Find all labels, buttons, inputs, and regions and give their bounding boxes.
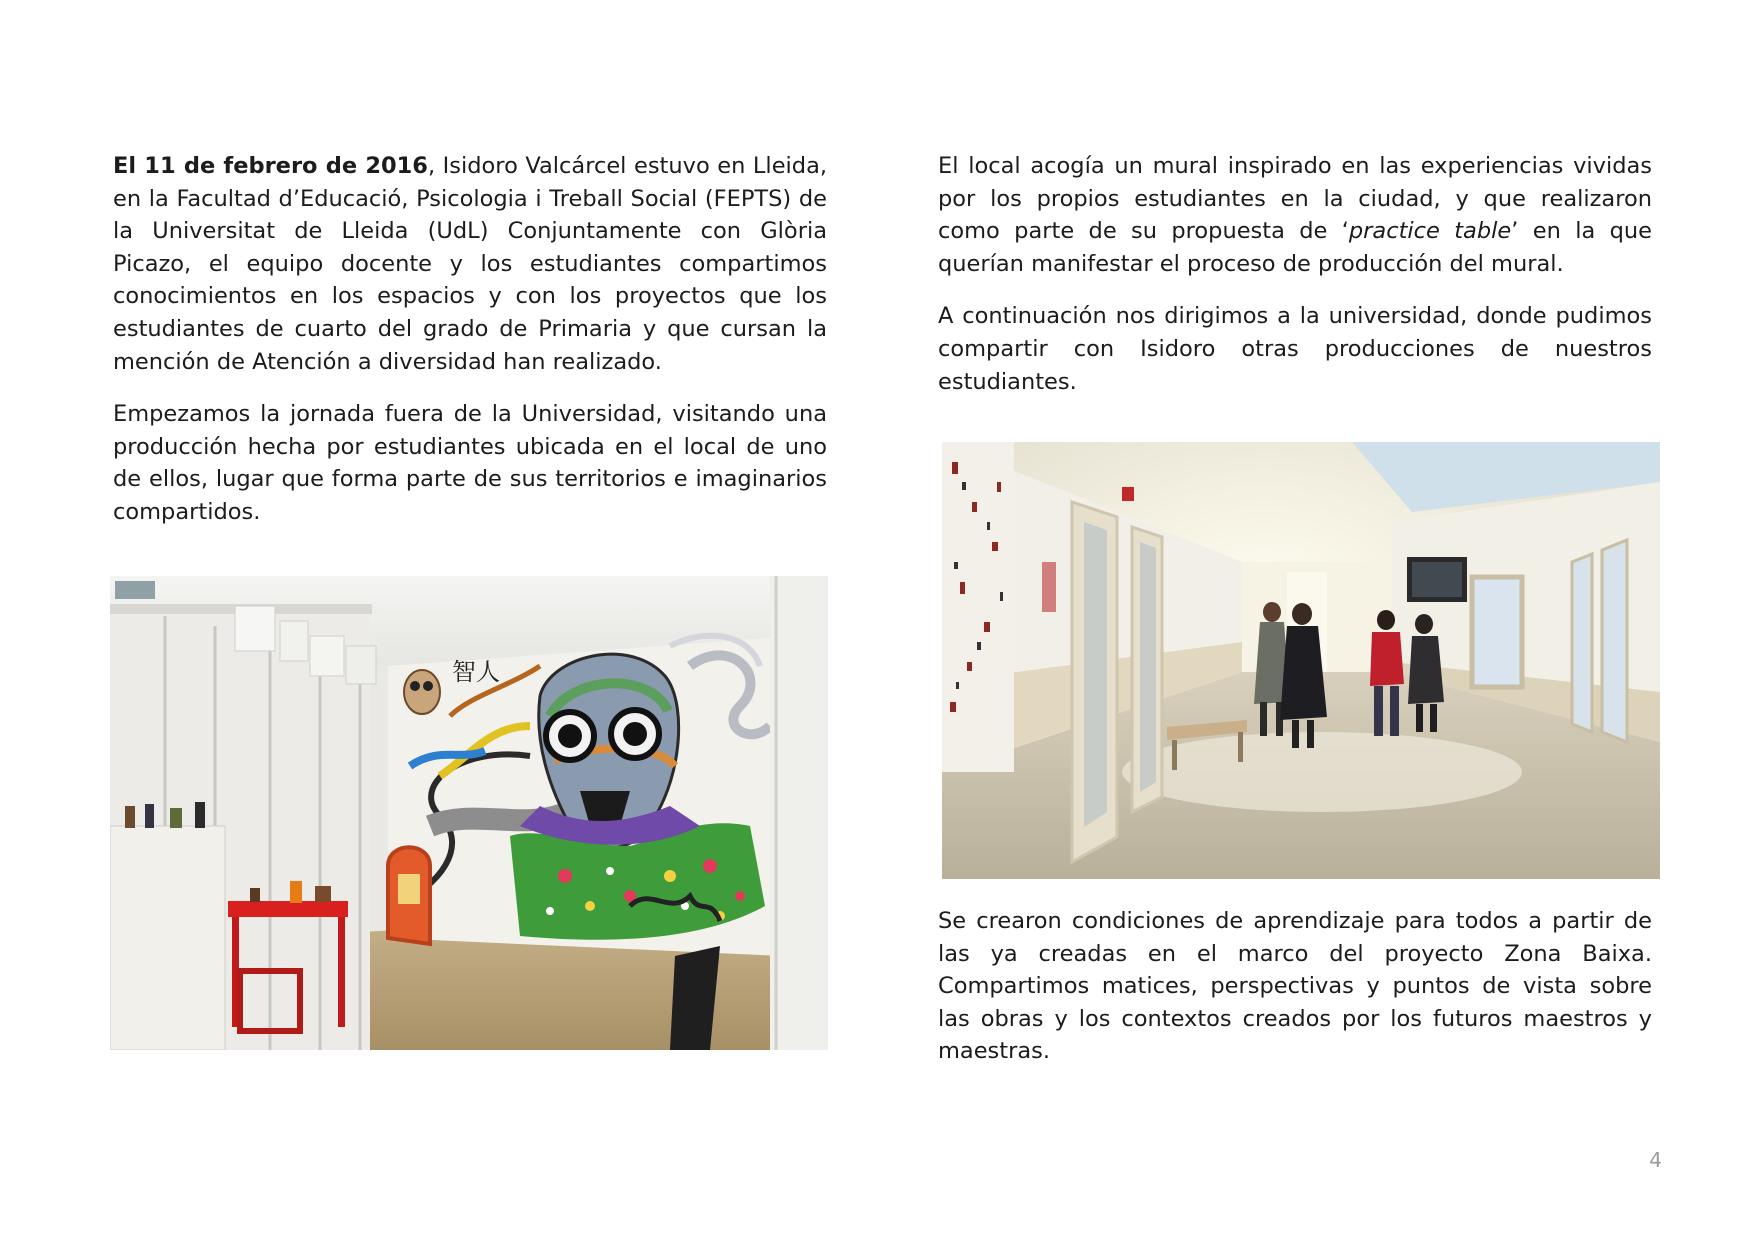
paragraph-intro [113,150,827,378]
paragraph-jornada: Empezamos la jornada fuera de la Universidad, visitando una producción hecha por estudiantes ubicada en el local de uno de ellos, lugar que forma parte de sus territorios e imaginarios compartidos. [113,401,827,525]
mural-text-end: ’ en la que querían manifestar el proceso de producción del mural. [938,218,1652,277]
mural-chinese-characters: 智人 [452,658,500,686]
paragraph-condiciones: Se crearon condiciones de aprendizaje para todos a partir de las ya creadas en el marco del proyecto Zona Baixa. Compartimos matices, perspectivas y puntos de vista sobre las obras y los contextos creados por los futuros maestros y maestras. [938,908,1652,1065]
hallway-photo [942,442,1660,879]
practice-table-term: practice table [1348,218,1512,245]
intro-text: , Isidoro Valcárcel estuvo en Lleida, en la Facultad d’Educació, Psicologia i Treball Social (FEPTS) de la Universitat de Lleida (UdL) Conjuntamente con Glòria Picazo, el equipo docente y los estudiantes compartimos conocimientos en los espacios y con los proyectos que los estudiantes de cuarto del grado de Primaria y que cursan la mención de Atención a diversidad han realizado. [113,153,828,375]
mural-illustration [110,576,828,1050]
mural-photo [110,576,828,1050]
right-column-lower [938,905,1652,1088]
hallway-illustration [942,442,1660,879]
right-column [938,150,1652,418]
page-number: 4 [1649,1148,1662,1172]
paragraph-mural [938,150,1652,280]
paragraph-universidad: A continuación nos dirigimos a la universidad, donde pudimos compartir con Isidoro otras producciones de nuestros estudiantes. [938,303,1652,395]
mural-text-start: El local acogía un mural inspirado en las experiencias vividas por los propios estudiantes en la ciudad, y que realizaron como parte de su propuesta de ‘ [938,153,1652,245]
left-column [113,150,827,549]
intro-date: El 11 de febrero de 2016 [113,153,428,179]
